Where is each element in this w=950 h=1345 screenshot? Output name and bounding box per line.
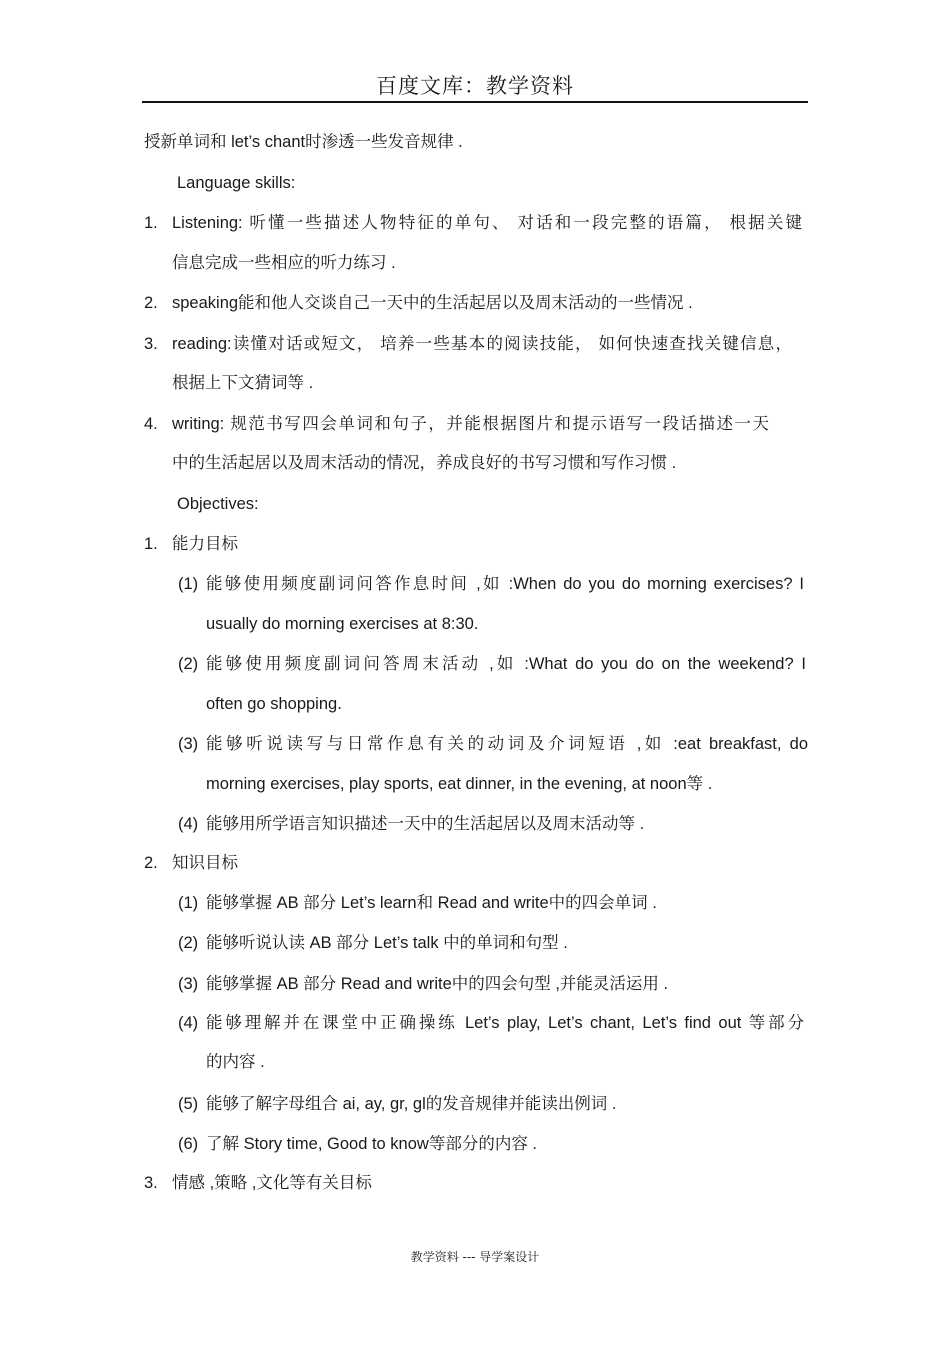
- skill-speaking-line1: speaking能和他人交谈自己一天中的生活起居以及周末活动的一些情况 .: [172, 294, 693, 312]
- objective-item-number: (3): [178, 735, 199, 753]
- objective-item-line: 能够听说读写与日常作息有关的动词及介词短语 ,如 :eat breakfast, do: [206, 735, 808, 753]
- intro-line: 授新单词和 let’s chant时渗透一些发音规律 .: [144, 133, 463, 151]
- skill-writing-line1: writing: 规范书写四会单词和句子，并能根据图片和提示语写一段话描述一天: [172, 415, 769, 433]
- objective-item-line: 了解 Story time, Good to know等部分的内容 .: [206, 1135, 537, 1153]
- objective-section-title: 情感 ,策略 ,文化等有关目标: [172, 1174, 372, 1192]
- page-footer: 教学资料 --- 导学案设计: [410, 1250, 540, 1264]
- header-rule: [142, 101, 808, 103]
- skill-writing-line2: 中的生活起居以及周末活动的情况，养成良好的书写习惯和写作习惯 .: [172, 454, 677, 472]
- objective-item-line: 的内容 .: [206, 1053, 265, 1071]
- objective-item-line: often go shopping.: [206, 695, 342, 713]
- objective-item-line: 能够使用频度副词问答周末活动 ,如 :What do you do on the weekend? I: [206, 655, 806, 673]
- objective-item-line: 能够了解字母组合 ai, ay, gr, gl的发音规律并能读出例词 .: [206, 1095, 617, 1113]
- skill-reading-line1: reading:读懂对话或短文， 培养一些基本的阅读技能， 如何快速查找关键信息，: [172, 335, 792, 353]
- language-skills-heading: Language skills:: [177, 174, 296, 192]
- objective-item-line: 能够使用频度副词问答作息时间 ,如 :When do you do morning exercises? I: [206, 575, 804, 593]
- objective-item-number: (3): [178, 975, 199, 993]
- skill-number: 4.: [144, 415, 158, 433]
- objective-item-line: 能够掌握 AB 部分 Read and write中的四会句型 ,并能灵活运用 .: [206, 975, 669, 993]
- objective-section-title: 能力目标: [172, 535, 238, 553]
- skill-reading-line2: 根据上下文猜词等 .: [172, 374, 314, 392]
- objective-item-number: (6): [178, 1135, 199, 1153]
- skill-number: 2.: [144, 294, 158, 312]
- objective-item-number: (4): [178, 815, 199, 833]
- objective-item-number: (2): [178, 934, 199, 952]
- objective-item-line: 能够理解并在课堂中正确操练 Let’s play, Let’s chant, Let’s find out 等部分: [206, 1014, 804, 1032]
- skill-number: 3.: [144, 335, 158, 353]
- objective-section-number: 3.: [144, 1174, 158, 1192]
- objective-item-number: (2): [178, 655, 199, 673]
- objectives-heading: Objectives:: [177, 495, 259, 513]
- objective-item-line: 能够用所学语言知识描述一天中的生活起居以及周末活动等 .: [206, 815, 645, 833]
- skill-listening-line1: Listening: 听懂一些描述人物特征的单句、 对话和一段完整的语篇， 根据关键: [172, 214, 802, 232]
- skill-listening-line2: 信息完成一些相应的听力练习 .: [172, 254, 396, 272]
- objective-section-number: 1.: [144, 535, 158, 553]
- objective-section-title: 知识目标: [172, 854, 238, 872]
- objective-item-line: morning exercises, play sports, eat dinner, in the evening, at noon等 .: [206, 775, 713, 793]
- page-header-title: 百度文库：教学资料: [376, 74, 574, 98]
- objective-item-line: 能够掌握 AB 部分 Let’s learn和 Read and write中的四会单词 .: [206, 894, 657, 912]
- objective-item-number: (1): [178, 894, 199, 912]
- objective-item-number: (1): [178, 575, 199, 593]
- objective-item-number: (5): [178, 1095, 199, 1113]
- skill-number: 1.: [144, 214, 158, 232]
- objective-item-line: 能够听说认读 AB 部分 Let’s talk 中的单词和句型 .: [206, 934, 568, 952]
- objective-section-number: 2.: [144, 854, 158, 872]
- objective-item-line: usually do morning exercises at 8:30.: [206, 615, 479, 633]
- objective-item-number: (4): [178, 1014, 199, 1032]
